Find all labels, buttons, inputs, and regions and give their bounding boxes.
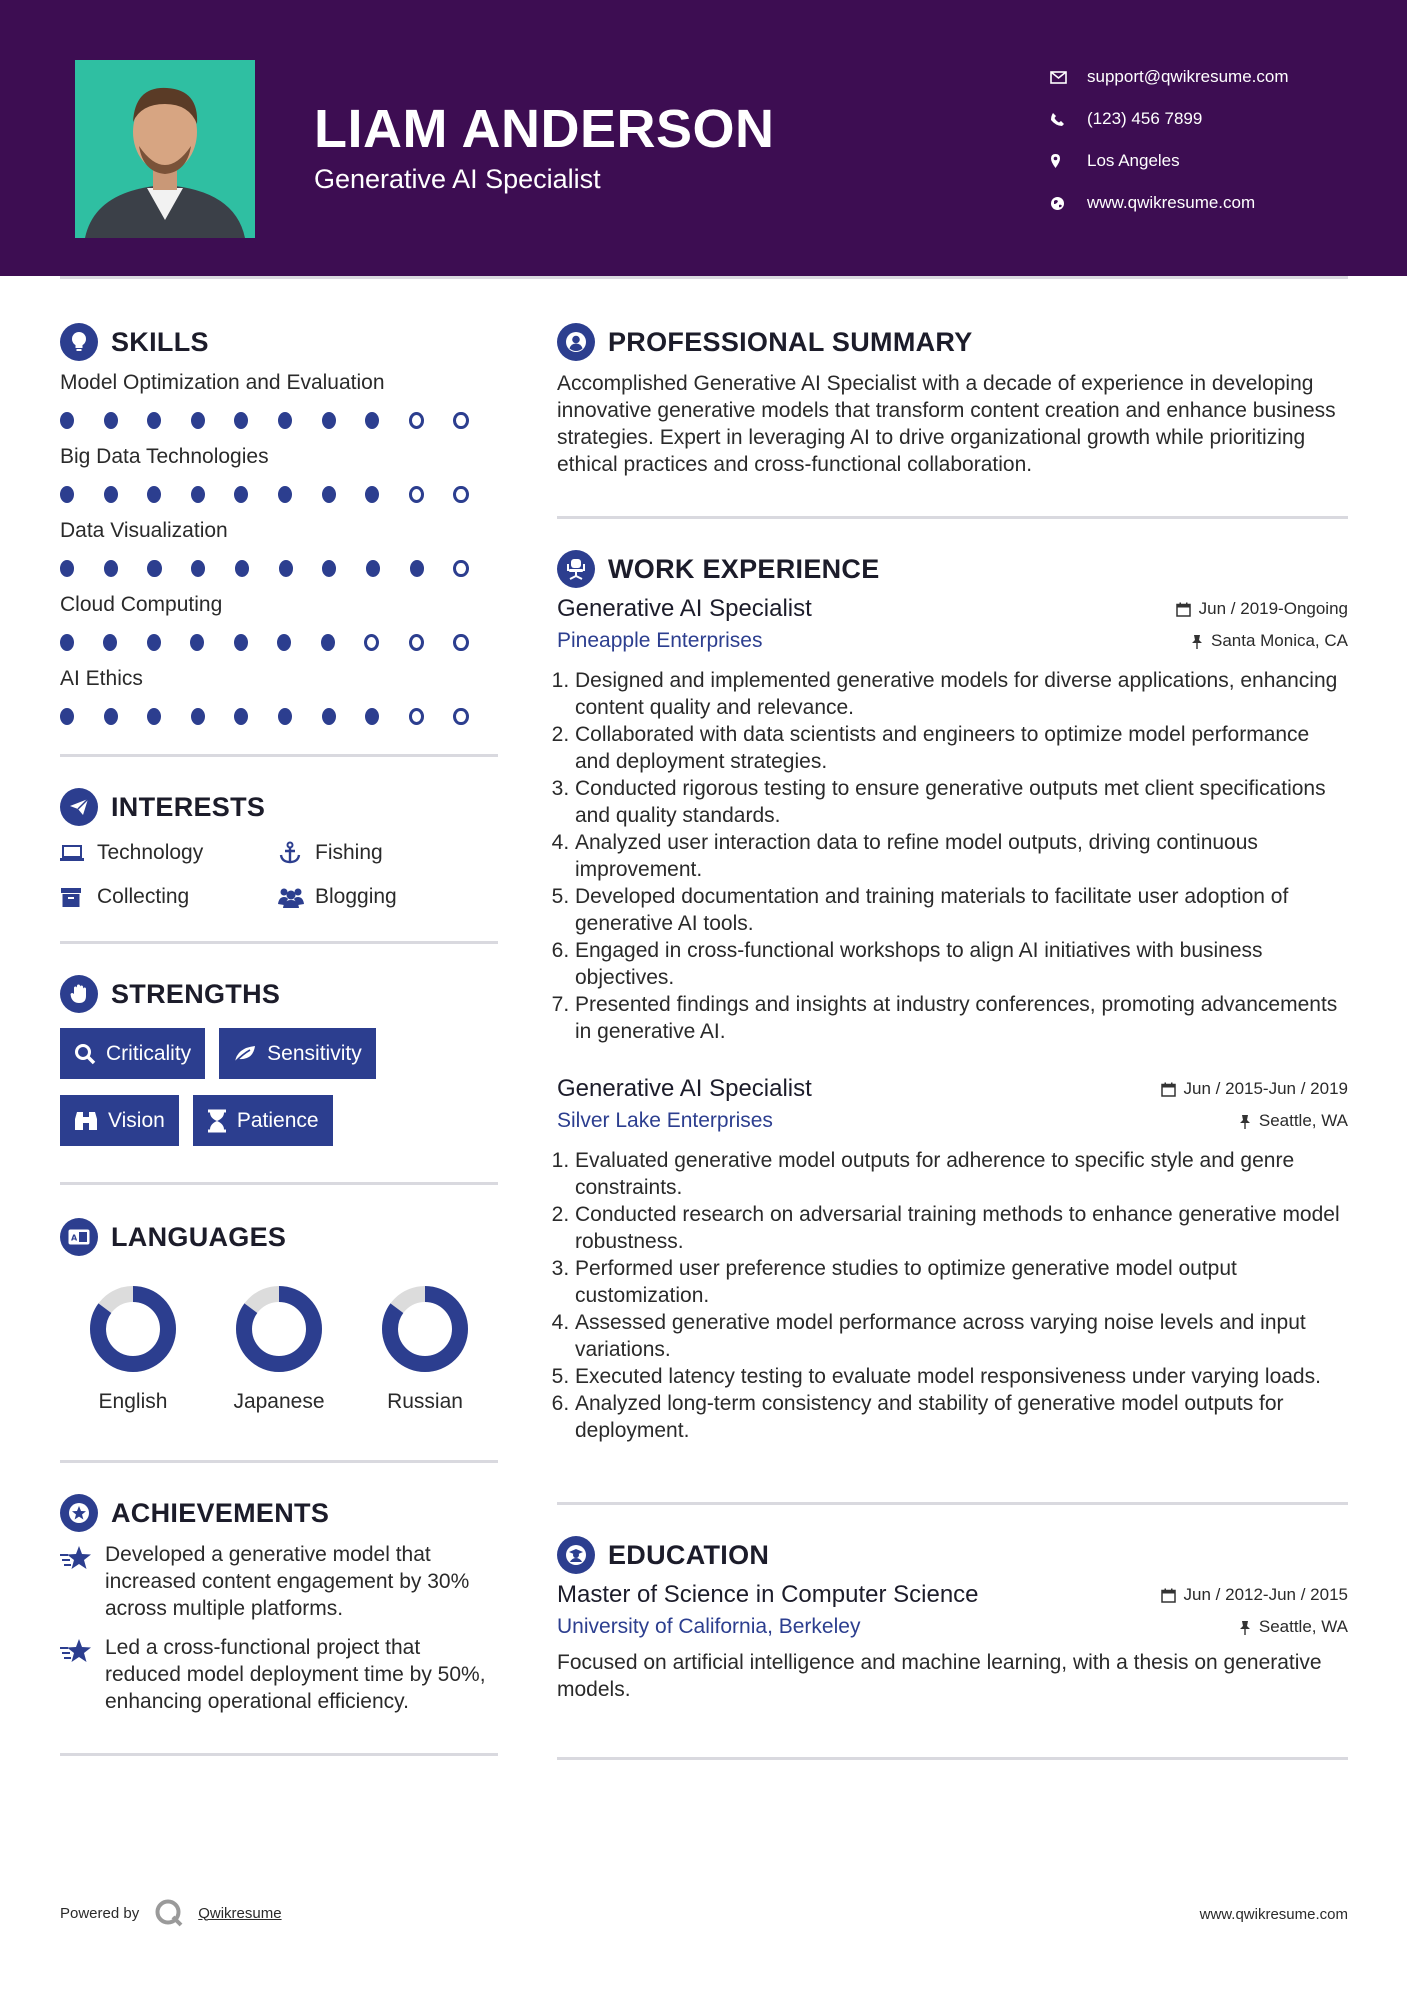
rating-dot-filled	[147, 634, 161, 651]
contact-website[interactable]	[1050, 182, 1390, 224]
svg-text:A: A	[71, 1233, 78, 1243]
rating-dot-filled	[147, 412, 161, 429]
location-pin-icon	[1050, 153, 1087, 169]
powered-by-text: Powered by	[60, 1904, 140, 1922]
strength-label: Patience	[236, 1108, 319, 1132]
job-location-text: Santa Monica, CA	[1210, 631, 1348, 650]
responsibility-item: 4. Analyzed user interaction data to refine model outputs, driving continuous improvement.	[575, 829, 1348, 883]
rating-dot-empty	[409, 486, 424, 503]
star-badge-icon	[60, 1494, 98, 1532]
languages-heading	[60, 1215, 498, 1259]
skills-title: SKILLS	[111, 326, 209, 357]
star-icon	[60, 1541, 105, 1622]
rating-dot-filled	[104, 486, 118, 503]
interests-list	[60, 839, 498, 911]
experience-title: WORK EXPERIENCE	[608, 553, 880, 584]
rating-dot-filled	[234, 634, 248, 651]
rating-dot-filled	[235, 560, 249, 577]
rating-dot-filled	[104, 560, 118, 577]
strengths-heading	[60, 972, 498, 1016]
rating-dot-filled	[410, 560, 424, 577]
skills-list	[60, 368, 498, 738]
rating-dot-filled	[278, 486, 292, 503]
rating-dot-empty	[453, 486, 468, 503]
contact-list	[1050, 56, 1390, 224]
rating-dot-filled	[234, 412, 248, 429]
rating-dot-filled	[365, 486, 379, 503]
interest-label: Collecting	[97, 885, 190, 908]
education-row-2	[557, 1615, 1348, 1639]
section-divider	[60, 1753, 498, 1756]
strength-label: Vision	[108, 1108, 165, 1132]
languages-section	[60, 1215, 498, 1463]
section-divider	[557, 1502, 1348, 1505]
calendar-icon	[1161, 1588, 1184, 1603]
left-column	[60, 320, 498, 1756]
star-icon	[60, 1634, 105, 1715]
rating-dot-filled	[60, 634, 74, 651]
responsibility-item: 3. Performed user preference studies to optimize generative model output customization.	[575, 1255, 1348, 1309]
skill-name: Data Visualization	[60, 519, 228, 542]
language-item	[206, 1283, 352, 1414]
rating-dot-filled	[278, 708, 292, 725]
skill-name: AI Ethics	[60, 667, 143, 690]
resume-header	[0, 0, 1407, 276]
achievements-title: ACHIEVEMENTS	[111, 1497, 330, 1528]
job-responsibilities	[575, 667, 1348, 1045]
footer-website[interactable]: www.qwikresume.com	[1199, 1906, 1348, 1923]
responsibility-item: 4. Assessed generative model performance across varying noise levels and input variations.	[575, 1309, 1348, 1363]
skill-name: Model Optimization and Evaluation	[60, 371, 385, 394]
job-row-1	[557, 595, 1348, 623]
job-title: Generative AI Specialist	[557, 1075, 812, 1102]
rating-dot-filled	[190, 634, 204, 651]
job-title: Generative AI Specialist	[557, 595, 812, 622]
rating-dot-filled	[147, 560, 161, 577]
language-proficiency-ring	[87, 1283, 179, 1375]
job-entry	[557, 1075, 1348, 1444]
leaf-icon	[233, 1044, 257, 1064]
section-divider	[60, 754, 498, 757]
graduate-icon	[557, 1536, 595, 1574]
responsibility-item: 3. Conducted rigorous testing to ensure generative outputs met client specifications and quality standards.	[575, 775, 1348, 829]
paper-plane-icon	[60, 788, 98, 826]
calendar-icon	[1161, 1082, 1184, 1097]
skill-rating	[60, 398, 498, 442]
rating-dot-filled	[321, 634, 335, 651]
responsibility-item: 1. Evaluated generative model outputs for adherence to specific style and genre constraints.	[575, 1147, 1348, 1201]
responsibility-item: 2. Collaborated with data scientists and engineers to optimize model performance and deployment strategies.	[575, 721, 1348, 775]
rating-dot-empty	[453, 560, 468, 577]
search-icon	[74, 1043, 96, 1065]
strengths-section	[60, 972, 498, 1185]
education-date	[1161, 1585, 1348, 1605]
summary-title: PROFESSIONAL SUMMARY	[608, 326, 973, 357]
language-label: Russian	[387, 1390, 463, 1413]
office-chair-icon	[557, 550, 595, 588]
interest-item-collecting	[60, 883, 278, 911]
interest-item-blogging	[278, 883, 498, 911]
phone-icon	[1050, 112, 1087, 127]
strength-chip-vision	[60, 1095, 179, 1146]
education-location	[1239, 1617, 1348, 1637]
user-icon	[557, 323, 595, 361]
strengths-list	[60, 1028, 500, 1146]
rating-dot-filled	[365, 412, 379, 429]
job-row-2	[557, 629, 1348, 653]
section-divider	[557, 516, 1348, 519]
rating-dot-filled	[366, 560, 380, 577]
education-degree: Master of Science in Computer Science	[557, 1581, 979, 1608]
job-location-text: Seattle, WA	[1258, 1111, 1348, 1130]
responsibility-item: 6. Analyzed long-term consistency and stability of generative model outputs for deployment.	[575, 1390, 1348, 1444]
candidate-title: Generative AI Specialist	[314, 164, 601, 194]
responsibility-item: 5. Developed documentation and training materials to facilitate user adoption of generative AI tools.	[575, 883, 1348, 937]
rating-dot-filled	[60, 708, 74, 725]
qwikresume-link[interactable]: Qwikresume	[198, 1904, 282, 1922]
laptop-icon	[60, 844, 97, 862]
job-row-2	[557, 1109, 1348, 1133]
language-card-icon	[60, 1218, 98, 1256]
rating-dot-filled	[60, 486, 74, 503]
hand-icon	[60, 975, 98, 1013]
rating-dot-filled	[60, 560, 74, 577]
language-label: Japanese	[233, 1390, 325, 1413]
skills-section	[60, 320, 498, 757]
education-school: University of California, Berkeley	[557, 1615, 861, 1638]
rating-dot-filled	[191, 560, 205, 577]
rating-dot-filled	[322, 708, 336, 725]
language-item	[352, 1283, 498, 1414]
qwikresume-logo-icon	[154, 1898, 184, 1928]
rating-dot-filled	[104, 708, 118, 725]
rating-dot-filled	[103, 634, 117, 651]
envelope-icon	[1050, 71, 1087, 84]
interest-label: Blogging	[315, 885, 397, 908]
contact-website-text: www.qwikresume.com	[1087, 193, 1256, 212]
language-proficiency-ring	[233, 1283, 325, 1375]
rating-dot-empty	[409, 412, 424, 429]
rating-dot-filled	[365, 708, 379, 725]
languages-list	[60, 1283, 498, 1414]
pushpin-icon	[1239, 1620, 1259, 1635]
interests-heading	[60, 785, 498, 829]
strength-chip-patience	[193, 1095, 333, 1146]
responsibility-item: 2. Conducted research on adversarial training methods to enhance generative model robustness.	[575, 1201, 1348, 1255]
job-responsibilities	[575, 1147, 1348, 1444]
responsibility-item: 1. Designed and implemented generative models for diverse applications, enhancing content quality and relevance.	[575, 667, 1348, 721]
achievement-text: Led a cross-functional project that reduced model deployment time by 50%, enhancing operational efficiency.	[105, 1636, 486, 1713]
skill-rating	[60, 620, 498, 664]
rating-dot-empty	[409, 634, 424, 651]
skill-rating	[60, 694, 498, 738]
rating-dot-empty	[364, 634, 379, 651]
interest-label: Fishing	[315, 841, 383, 864]
job-date	[1161, 1079, 1348, 1099]
summary-section	[557, 320, 1348, 519]
rating-dot-filled	[191, 486, 205, 503]
rating-dot-filled	[279, 560, 293, 577]
section-divider	[557, 1757, 1348, 1760]
rating-dot-filled	[322, 486, 336, 503]
rating-dot-filled	[322, 560, 336, 577]
globe-icon	[1050, 196, 1087, 211]
rating-dot-filled	[191, 708, 205, 725]
rating-dot-filled	[191, 412, 205, 429]
calendar-icon	[1176, 602, 1199, 617]
language-item	[60, 1283, 206, 1414]
interest-label: Technology	[97, 841, 204, 864]
contact-location	[1050, 140, 1390, 182]
strength-label: Criticality	[106, 1041, 192, 1065]
hourglass-icon	[207, 1109, 227, 1133]
section-divider	[60, 1460, 498, 1463]
language-label: English	[98, 1390, 168, 1413]
right-column	[557, 320, 1348, 1760]
interests-section	[60, 785, 498, 944]
rating-dot-empty	[453, 634, 468, 651]
pushpin-icon	[1239, 1114, 1259, 1129]
job-date-text: Jun / 2019-Ongoing	[1198, 599, 1348, 618]
rating-dot-filled	[104, 412, 118, 429]
contact-phone[interactable]	[1050, 98, 1390, 140]
rating-dot-empty	[453, 708, 468, 725]
strength-chip-sensitivity	[219, 1028, 376, 1079]
education-description: Focused on artificial intelligence and machine learning, with a thesis on generative models.	[557, 1651, 1322, 1701]
contact-email-text: support@qwikresume.com	[1087, 67, 1289, 86]
job-location	[1239, 1111, 1348, 1131]
interest-item-fishing	[278, 839, 498, 867]
strength-label: Sensitivity	[267, 1041, 362, 1065]
education-location-text: Seattle, WA	[1258, 1617, 1348, 1636]
interest-item-technology	[60, 839, 278, 867]
education-title: EDUCATION	[608, 1539, 770, 1570]
job-entry	[557, 595, 1348, 1045]
contact-email[interactable]	[1050, 56, 1390, 98]
rating-dot-filled	[322, 412, 336, 429]
contact-phone-text: (123) 456 7899	[1087, 109, 1203, 128]
profile-photo	[75, 60, 255, 238]
education-date-text: Jun / 2012-Jun / 2015	[1183, 1585, 1348, 1604]
achievements-heading	[60, 1491, 498, 1535]
pushpin-icon	[1191, 634, 1211, 649]
summary-heading	[557, 320, 1348, 364]
languages-title: LANGUAGES	[111, 1221, 287, 1252]
section-divider	[60, 941, 498, 944]
experience-heading	[557, 547, 1348, 591]
summary-text: Accomplished Generative AI Specialist with a decade of experience in developing innovative generative models that transform content creation and enhance business strategies. Expert in leveraging AI to drive organizational growth while prioritizing ethical practices and cross-functional collaboration.	[557, 372, 1336, 476]
rating-dot-filled	[278, 412, 292, 429]
language-proficiency-ring	[379, 1283, 471, 1375]
archive-box-icon	[60, 886, 97, 908]
responsibility-item: 5. Executed latency testing to evaluate model responsiveness under varying loads.	[575, 1363, 1348, 1390]
skill-name: Cloud Computing	[60, 593, 223, 616]
anchor-icon	[278, 841, 315, 865]
experience-section	[557, 547, 1348, 1505]
job-row-1	[557, 1075, 1348, 1103]
strengths-title: STRENGTHS	[111, 978, 281, 1009]
job-date	[1176, 599, 1348, 619]
education-row-1	[557, 1581, 1348, 1609]
skill-rating	[60, 546, 498, 590]
skill-rating	[60, 472, 498, 516]
rating-dot-filled	[234, 708, 248, 725]
rating-dot-filled	[234, 486, 248, 503]
job-date-text: Jun / 2015-Jun / 2019	[1183, 1079, 1348, 1098]
section-divider	[60, 1182, 498, 1185]
binoculars-icon	[74, 1110, 98, 1132]
achievements-section	[60, 1491, 498, 1756]
achievement-text: Developed a generative model that increased content engagement by 30% across multiple platforms.	[105, 1543, 470, 1620]
education-section	[557, 1533, 1348, 1760]
achievement-item	[60, 1541, 498, 1622]
rating-dot-empty	[453, 412, 468, 429]
footer-powered-by	[60, 1898, 282, 1928]
strength-chip-criticality	[60, 1028, 205, 1079]
rating-dot-filled	[147, 708, 161, 725]
rating-dot-filled	[277, 634, 291, 651]
rating-dot-empty	[409, 708, 424, 725]
rating-dot-filled	[147, 486, 161, 503]
job-company: Pineapple Enterprises	[557, 629, 763, 652]
rating-dot-filled	[60, 412, 74, 429]
job-company: Silver Lake Enterprises	[557, 1109, 773, 1132]
candidate-name: LIAM ANDERSON	[314, 99, 775, 159]
job-location	[1191, 631, 1348, 651]
lightbulb-icon	[60, 323, 98, 361]
users-icon	[278, 886, 315, 908]
contact-location-text: Los Angeles	[1087, 151, 1180, 170]
skills-heading	[60, 320, 498, 364]
interests-title: INTERESTS	[111, 791, 266, 822]
header-divider	[60, 276, 1348, 279]
responsibility-item: 6. Engaged in cross-functional workshops to align AI initiatives with business objectives.	[575, 937, 1348, 991]
achievement-item	[60, 1634, 498, 1715]
responsibility-item: 7. Presented findings and insights at industry conferences, promoting advancements in generative AI.	[575, 991, 1348, 1045]
education-heading	[557, 1533, 1348, 1577]
skill-name: Big Data Technologies	[60, 445, 269, 468]
